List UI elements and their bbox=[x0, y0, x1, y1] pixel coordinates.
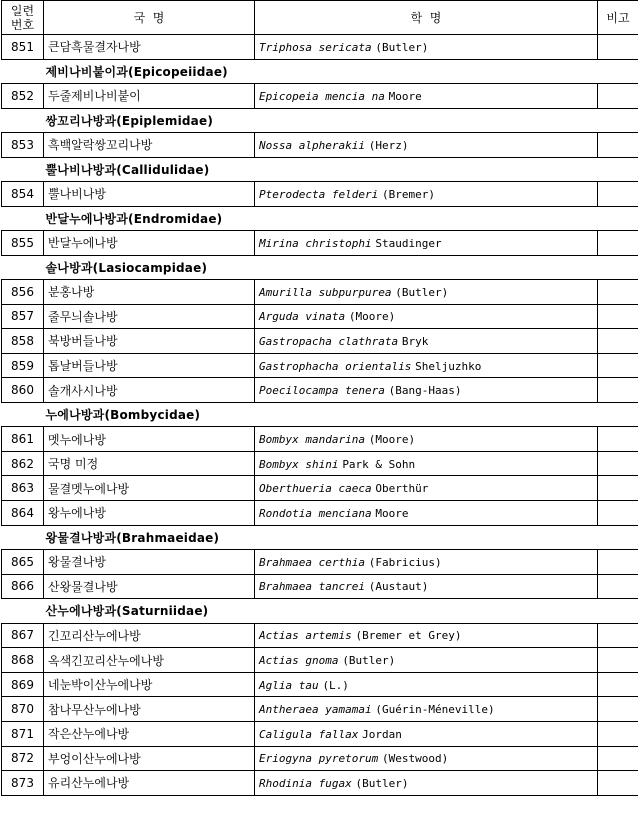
korean-name: 참나무산누에나방 bbox=[44, 697, 255, 722]
serial-number: 866 bbox=[2, 574, 44, 599]
species-row bbox=[2, 697, 638, 722]
author: (Westwood) bbox=[382, 752, 449, 766]
author: (Butler) bbox=[395, 285, 449, 299]
note-cell bbox=[598, 697, 638, 722]
scientific-name bbox=[255, 181, 598, 206]
scientific-name bbox=[255, 648, 598, 673]
genus-species: Pterodecta felderi bbox=[259, 187, 379, 201]
serial-number: 856 bbox=[2, 279, 44, 304]
note-cell bbox=[598, 746, 638, 771]
serial-number: 862 bbox=[2, 451, 44, 476]
korean-name: 큰담흑물결자나방 bbox=[44, 35, 255, 60]
scientific-name bbox=[255, 378, 598, 403]
scientific-name bbox=[255, 353, 598, 378]
species-row bbox=[2, 378, 638, 403]
note-cell bbox=[598, 623, 638, 648]
author: Oberthür bbox=[375, 482, 429, 496]
author: (Bremer et Grey) bbox=[355, 629, 462, 643]
species-row bbox=[2, 501, 638, 526]
korean-name: 분홍나방 bbox=[44, 279, 255, 304]
family-heading: 제비나비붙이과(Epicopeiidae) bbox=[2, 59, 638, 83]
korean-name: 솔개사시나방 bbox=[44, 378, 255, 403]
author: (L.) bbox=[322, 678, 349, 692]
korean-name: 뿔나비나방 bbox=[44, 181, 255, 206]
family-heading: 뿔나비나방과(Callidulidae) bbox=[2, 157, 638, 181]
note-cell bbox=[598, 378, 638, 403]
note-cell bbox=[598, 648, 638, 673]
scientific-name bbox=[255, 722, 598, 747]
korean-name: 네눈박이산누에나방 bbox=[44, 672, 255, 697]
serial-number: 868 bbox=[2, 648, 44, 673]
family-heading-row bbox=[2, 402, 638, 426]
serial-number: 867 bbox=[2, 623, 44, 648]
family-heading: 산누에나방과(Saturniidae) bbox=[2, 599, 638, 623]
note-cell bbox=[598, 353, 638, 378]
scientific-name bbox=[255, 35, 598, 60]
genus-species: Poecilocampa tenera bbox=[259, 384, 385, 398]
author: Moore bbox=[388, 89, 422, 103]
genus-species: Arguda vinata bbox=[259, 310, 346, 324]
scientific-name bbox=[255, 329, 598, 354]
header-scientific-name: 학 명 bbox=[255, 1, 598, 35]
note-cell bbox=[598, 35, 638, 60]
scientific-name bbox=[255, 574, 598, 599]
note-cell bbox=[598, 329, 638, 354]
family-heading-row bbox=[2, 108, 638, 132]
genus-species: Rhodinia fugax bbox=[259, 776, 352, 790]
genus-species: Eriogyna pyretorum bbox=[259, 752, 379, 766]
author: (Fabricius) bbox=[368, 555, 442, 569]
serial-number: 869 bbox=[2, 672, 44, 697]
author: (Butler) bbox=[355, 776, 409, 790]
species-row bbox=[2, 722, 638, 747]
serial-number: 855 bbox=[2, 230, 44, 255]
author: (Moore) bbox=[368, 433, 416, 447]
genus-species: Bombyx shini bbox=[259, 457, 339, 471]
species-row bbox=[2, 132, 638, 157]
author: Park & Sohn bbox=[342, 457, 416, 471]
korean-name: 왕누에나방 bbox=[44, 501, 255, 526]
korean-name: 산왕물결나방 bbox=[44, 574, 255, 599]
species-row bbox=[2, 230, 638, 255]
note-cell bbox=[598, 279, 638, 304]
genus-species: Rondotia menciana bbox=[259, 506, 372, 520]
header-note: 비고 bbox=[598, 1, 638, 35]
serial-number: 865 bbox=[2, 550, 44, 575]
korean-name: 멧누에나방 bbox=[44, 427, 255, 452]
scientific-name bbox=[255, 623, 598, 648]
genus-species: Caligula fallax bbox=[259, 727, 359, 741]
genus-species: Oberthueria caeca bbox=[259, 482, 372, 496]
korean-name: 두줄제비나비붙이 bbox=[44, 83, 255, 108]
genus-species: Actias artemis bbox=[259, 629, 352, 643]
family-heading-row bbox=[2, 59, 638, 83]
family-heading: 반달누에나방과(Endromidae) bbox=[2, 206, 638, 230]
serial-number: 863 bbox=[2, 476, 44, 501]
note-cell bbox=[598, 304, 638, 329]
serial-number: 853 bbox=[2, 132, 44, 157]
author: Moore bbox=[375, 506, 409, 520]
author: (Herz) bbox=[368, 138, 409, 152]
family-heading-row bbox=[2, 525, 638, 549]
serial-number: 861 bbox=[2, 427, 44, 452]
species-row bbox=[2, 771, 638, 796]
korean-name: 반달누에나방 bbox=[44, 230, 255, 255]
note-cell bbox=[598, 83, 638, 108]
korean-name: 물결멧누에나방 bbox=[44, 476, 255, 501]
korean-name: 긴꼬리산누에나방 bbox=[44, 623, 255, 648]
scientific-name bbox=[255, 746, 598, 771]
scientific-name bbox=[255, 550, 598, 575]
family-heading: 쌍꼬리나방과(Epiplemidae) bbox=[2, 108, 638, 132]
note-cell bbox=[598, 451, 638, 476]
scientific-name bbox=[255, 451, 598, 476]
genus-species: Gastrophacha orientalis bbox=[259, 359, 412, 373]
note-cell bbox=[598, 550, 638, 575]
serial-number: 872 bbox=[2, 746, 44, 771]
serial-number: 873 bbox=[2, 771, 44, 796]
scientific-name bbox=[255, 83, 598, 108]
author: (Butler) bbox=[375, 40, 429, 54]
korean-name: 북방버들나방 bbox=[44, 329, 255, 354]
author: (Moore) bbox=[348, 310, 396, 324]
scientific-name bbox=[255, 304, 598, 329]
scientific-name bbox=[255, 771, 598, 796]
scientific-name bbox=[255, 672, 598, 697]
genus-species: Amurilla subpurpurea bbox=[259, 285, 392, 299]
korean-name: 톱날버들나방 bbox=[44, 353, 255, 378]
species-row bbox=[2, 181, 638, 206]
author: (Bremer) bbox=[382, 187, 436, 201]
author: (Austaut) bbox=[368, 580, 429, 594]
species-row bbox=[2, 623, 638, 648]
serial-number: 871 bbox=[2, 722, 44, 747]
serial-number: 870 bbox=[2, 697, 44, 722]
note-cell bbox=[598, 476, 638, 501]
species-row bbox=[2, 746, 638, 771]
serial-number: 858 bbox=[2, 329, 44, 354]
scientific-name bbox=[255, 279, 598, 304]
note-cell bbox=[598, 181, 638, 206]
serial-number: 857 bbox=[2, 304, 44, 329]
korean-name: 유리산누에나방 bbox=[44, 771, 255, 796]
species-row bbox=[2, 83, 638, 108]
species-row bbox=[2, 476, 638, 501]
note-cell bbox=[598, 132, 638, 157]
genus-species: Brahmaea tancrei bbox=[259, 580, 365, 594]
genus-species: Gastropacha clathrata bbox=[259, 334, 399, 348]
author: Jordan bbox=[362, 727, 402, 741]
serial-number: 854 bbox=[2, 181, 44, 206]
genus-species: Actias gnoma bbox=[259, 654, 339, 668]
scientific-name bbox=[255, 230, 598, 255]
author: (Butler) bbox=[342, 654, 396, 668]
family-heading: 누에나방과(Bombycidae) bbox=[2, 402, 638, 426]
species-row bbox=[2, 329, 638, 354]
korean-name: 줄무늬솔나방 bbox=[44, 304, 255, 329]
genus-species: Triphosa sericata bbox=[259, 40, 372, 54]
table-header-row bbox=[2, 1, 638, 35]
korean-name: 흑백알락쌍꼬리나방 bbox=[44, 132, 255, 157]
table-body bbox=[2, 35, 638, 796]
species-row bbox=[2, 304, 638, 329]
korean-name: 옥색긴꼬리산누에나방 bbox=[44, 648, 255, 673]
note-cell bbox=[598, 672, 638, 697]
serial-number: 860 bbox=[2, 378, 44, 403]
note-cell bbox=[598, 771, 638, 796]
family-heading-row bbox=[2, 206, 638, 230]
species-row bbox=[2, 427, 638, 452]
scientific-name bbox=[255, 476, 598, 501]
serial-number: 859 bbox=[2, 353, 44, 378]
note-cell bbox=[598, 501, 638, 526]
author: Bryk bbox=[401, 334, 429, 348]
author: Staudinger bbox=[375, 236, 442, 250]
korean-name: 국명 미정 bbox=[44, 451, 255, 476]
genus-species: Antheraea yamamai bbox=[259, 703, 372, 717]
species-row bbox=[2, 353, 638, 378]
species-row bbox=[2, 279, 638, 304]
author: Sheljuzhko bbox=[415, 359, 482, 373]
genus-species: Bombyx mandarina bbox=[259, 433, 365, 447]
family-heading: 왕물결나방과(Brahmaeidae) bbox=[2, 525, 638, 549]
family-heading: 솔나방과(Lasiocampidae) bbox=[2, 255, 638, 279]
family-heading-row bbox=[2, 157, 638, 181]
note-cell bbox=[598, 427, 638, 452]
scientific-name bbox=[255, 132, 598, 157]
genus-species: Aglia tau bbox=[259, 678, 319, 692]
korean-name: 부엉이산누에나방 bbox=[44, 746, 255, 771]
note-cell bbox=[598, 722, 638, 747]
header-serial-line2: 번호 bbox=[10, 17, 35, 32]
species-table bbox=[1, 0, 638, 796]
header-serial-number bbox=[2, 1, 44, 35]
genus-species: Brahmaea certhia bbox=[259, 555, 365, 569]
serial-number: 852 bbox=[2, 83, 44, 108]
genus-species: Mirina christophi bbox=[259, 236, 372, 250]
serial-number: 851 bbox=[2, 35, 44, 60]
scientific-name bbox=[255, 697, 598, 722]
scientific-name bbox=[255, 427, 598, 452]
genus-species: Epicopeia mencia na bbox=[259, 89, 385, 103]
family-heading-row bbox=[2, 255, 638, 279]
species-row bbox=[2, 648, 638, 673]
note-cell bbox=[598, 230, 638, 255]
species-row bbox=[2, 672, 638, 697]
korean-name: 왕물결나방 bbox=[44, 550, 255, 575]
author: (Guérin-Méneville) bbox=[375, 703, 495, 717]
serial-number: 864 bbox=[2, 501, 44, 526]
header-korean-name: 국 명 bbox=[44, 1, 255, 35]
korean-name: 작은산누에나방 bbox=[44, 722, 255, 747]
species-row bbox=[2, 35, 638, 60]
scientific-name bbox=[255, 501, 598, 526]
family-heading-row bbox=[2, 599, 638, 623]
note-cell bbox=[598, 574, 638, 599]
author: (Bang-Haas) bbox=[388, 384, 462, 398]
header-serial-line1: 일련 bbox=[10, 3, 35, 18]
species-row bbox=[2, 451, 638, 476]
species-row bbox=[2, 550, 638, 575]
genus-species: Nossa alpherakii bbox=[259, 138, 365, 152]
species-row bbox=[2, 574, 638, 599]
